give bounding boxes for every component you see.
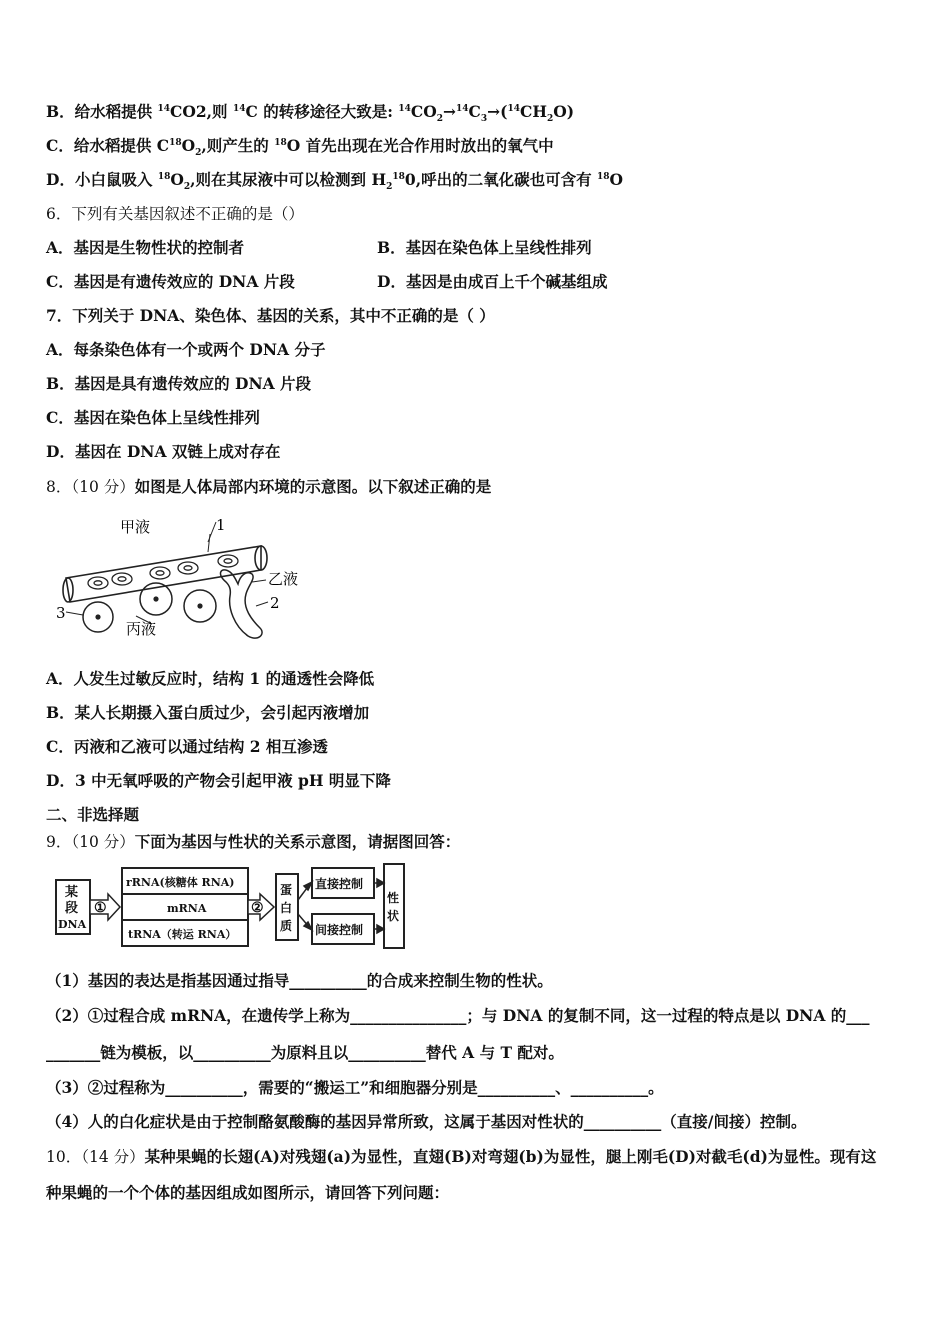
q9-part-2a: （2）①过程合成 mRNA，在遗传学上称为_______________；与 DNA 的复制不同，这一过程的特点是以 DNA 的___ [46,1006,870,1025]
dna-label-3: DNA [58,918,87,931]
protein-label-1: 蛋 [280,883,293,897]
label-3: 3 [56,604,66,622]
q7-option-a: A．每条染色体有一个或两个 DNA 分子 [46,340,326,359]
q8-option-c: C．丙液和乙液可以通过结构 2 相互渗透 [46,737,328,756]
q9-part-2b: _______链为模板，以__________为原料且以__________替代 A 与 T 配对。 [46,1043,564,1062]
internal-environment-figure [56,512,316,647]
protein-label-3: 质 [280,919,293,933]
dna-label-1: 某 [65,885,79,900]
q5-option-b: B．给水稻提供 $^{14}$CO2,则 $^{14}$C 的转移途径大致是: $^{14}CO_2\to^{14}C_3\to(^{14}CH_2O)$ [46,102,575,125]
q10-stem-continued: 种果蝇的一个个体的基因组成如图所示，请回答下列问题： [46,1183,450,1202]
label-bing: 丙液 [126,620,157,638]
label-jia: 甲液 [120,518,151,536]
step-1: ① [94,900,107,916]
gene-trait-figure [50,860,410,952]
q8-option-d: D．3 中无氧呼吸的产物会引起甲液 pH 明显下降 [46,771,391,790]
q5-option-d: D．小白鼠吸入 $^{18}O_2$,则在其尿液中可以检测到 $H_2^{18}0$,呼出的二氧化碳也可含有 $^{18}$O [46,170,624,193]
label-2: 2 [270,594,280,612]
q7-option-b: B．基因是具有遗传效应的 DNA 片段 [46,374,312,393]
q8-option-a: A．人发生过敏反应时，结构 1 的通透性会降低 [46,669,375,688]
q6-option-a: A．基因是生物性状的控制者 [46,238,245,257]
q6-stem: 6．下列有关基因叙述不正确的是（） [46,205,304,223]
q8-stem: 8．（10 分）如图是人体局部内环境的示意图。以下叙述正确的是 [46,477,492,496]
rrna-label: rRNA(核糖体 RNA) [126,876,235,889]
q7-option-c: C．基因在染色体上呈线性排列 [46,408,260,427]
q9-part-3: （3）②过程称为__________，需要的“搬运工”和细胞器分别是__________、__________。 [46,1078,664,1097]
q9-stem: 9．（10 分）下面为基因与性状的关系示意图，请据图回答： [46,832,461,851]
trna-label: tRNA（转运 RNA） [128,928,237,941]
q9-part-1: （1）基因的表达是指基因通过指导__________的合成来控制生物的性状。 [46,971,553,990]
q6-option-d: D．基因是由成百上千个碱基组成 [377,272,608,291]
q5-option-c: C．给水稻提供 $C^{18}O_2$,则产生的 $^{18}$O 首先出现在光合作用时放出的氧气中 [46,136,554,159]
mrna-label: mRNA [167,902,207,915]
q10-stem: 10．（14 分）某种果蝇的长翅(A)对残翅(a)为显性，直翅(B)对弯翅(b)为显性，腿上刚毛(D)对截毛(d)为显性。现有这 [46,1147,877,1166]
label-yi: 乙液 [268,570,299,588]
dna-label-2: 段 [65,901,79,916]
q7-stem: 7．下列关于 DNA、染色体、基因的关系，其中不正确的是（ ） [46,306,495,325]
q7-option-d: D．基因在 DNA 双链上成对存在 [46,442,281,461]
label-1: 1 [216,516,226,534]
step-2: ② [251,900,264,916]
q6-option-b: B．基因在染色体上呈线性排列 [377,238,592,257]
q8-option-b: B．某人长期摄入蛋白质过少，会引起丙液增加 [46,703,370,722]
protein-label-2: 白 [280,901,293,915]
trait-label-2: 状 [387,909,400,923]
q6-option-c: C．基因是有遗传效应的 DNA 片段 [46,272,295,291]
q9-part-4: （4）人的白化症状是由于控制酪氨酸酶的基因异常所致，这属于基因对性状的__________（直接/间接）控制。 [46,1112,807,1131]
section-title: 二、非选择题 [46,805,140,824]
indirect-control-label: 间接控制 [315,923,364,937]
trait-label-1: 性 [387,891,400,905]
direct-control-label: 直接控制 [315,877,364,891]
